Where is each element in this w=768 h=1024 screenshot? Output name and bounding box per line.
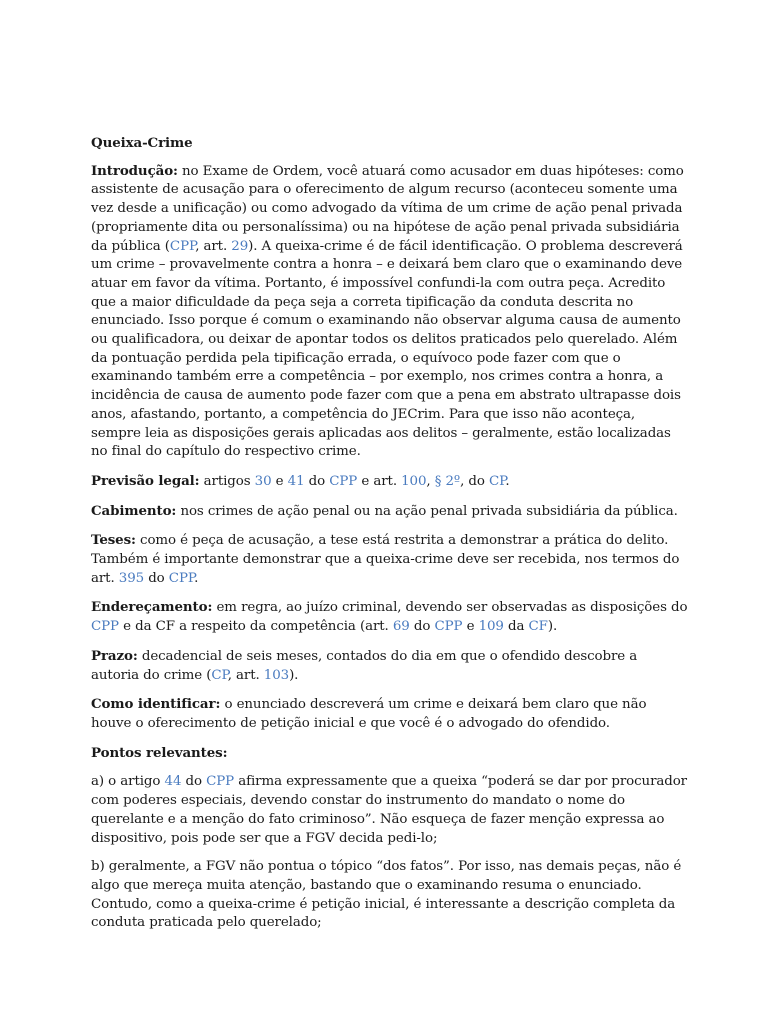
legal-reference-link[interactable]: CP bbox=[489, 473, 506, 489]
body-text: e da CF a respeito da competência (art. bbox=[118, 619, 393, 635]
legal-reference-link[interactable]: 29 bbox=[231, 238, 249, 254]
legal-reference-link[interactable]: 100 bbox=[401, 473, 427, 489]
body-text: da bbox=[503, 619, 529, 635]
legal-reference-link[interactable]: 395 bbox=[118, 570, 145, 586]
section-label: Prazo: bbox=[91, 647, 138, 664]
body-text: e art. bbox=[357, 473, 402, 489]
introducao-paragraph bbox=[91, 162, 688, 462]
body-text: artigos bbox=[199, 473, 255, 489]
section-label: Pontos relevantes: bbox=[91, 744, 228, 761]
legal-reference-link[interactable]: CPP bbox=[169, 238, 196, 254]
section-label: Cabimento: bbox=[91, 502, 177, 519]
body-text: do bbox=[409, 619, 435, 635]
section-label: Endereçamento: bbox=[91, 599, 213, 616]
section-label: Previsão legal: bbox=[91, 472, 200, 489]
body-text: e bbox=[462, 619, 479, 635]
body-text: o enunciado descreverá um crime e deixará bem claro que não houve o oferecimento de petição inicial e que você é o advogado do ofendido. bbox=[91, 697, 647, 731]
legal-reference-link[interactable]: CF bbox=[528, 619, 548, 635]
section-label: Introdução: bbox=[91, 162, 178, 179]
previsao-legal-paragraph bbox=[91, 472, 688, 492]
body-text: do bbox=[304, 473, 330, 489]
legal-reference-link[interactable]: 109 bbox=[478, 619, 504, 635]
ponto-a-paragraph bbox=[91, 773, 688, 848]
legal-reference-link[interactable]: CPP bbox=[434, 619, 463, 635]
body-text: e bbox=[271, 473, 288, 489]
body-text: b) geralmente, a FGV não pontua o tópico “dos fatos”. Por isso, nas demais peças, não é algo que mereça muita atenção, bastando que o examinando resuma o enunciado. Contudo, como a queixa-crime é petição inicial, é interessante a descrição completa da conduta praticada pelo querelado; bbox=[91, 859, 682, 931]
body-text: a) o artigo bbox=[91, 774, 165, 790]
section-label: Como identificar: bbox=[91, 696, 221, 713]
body-text: , bbox=[426, 473, 435, 489]
legal-reference-link[interactable]: CPP bbox=[91, 619, 119, 635]
pontos-relevantes-heading bbox=[91, 744, 688, 764]
document-title: Queixa-Crime bbox=[91, 135, 193, 151]
como-identificar-paragraph bbox=[91, 695, 688, 733]
body-text: nos crimes de ação penal ou na ação penal privada subsidiária da pública. bbox=[176, 503, 678, 519]
body-text: decadencial de seis meses, contados do dia em que o ofendido descobre a autoria do crime ( bbox=[91, 648, 638, 683]
legal-reference-link[interactable]: CPP bbox=[206, 774, 235, 790]
body-text: ). bbox=[289, 667, 299, 683]
body-text: como é peça de acusação, a tese está restrita a demonstrar a prática do delito. Também é importante demonstrar que a queixa-crime deve ser recebida, nos termos do art. bbox=[91, 533, 680, 586]
enderecamento-paragraph bbox=[91, 598, 688, 636]
legal-reference-link[interactable]: 103 bbox=[263, 667, 290, 683]
body-text: , art. bbox=[227, 667, 264, 683]
body-text: ). bbox=[547, 619, 558, 635]
body-text: ). A queixa-crime é de fácil identificação. O problema descreverá um crime – provavelmente contra a honra – e deixará bem claro que o examinando deve atuar em favor da vítima. Portanto, é impossível confundi-la com outra peça. Acredito que a maior dificuldade da peça seja a correta tipificação da conduta descrita no enunciado. Isso porque é comum o examinando não observar alguma causa de aumento ou qualificadora, ou deixar de apontar todos os delitos praticados pelo querelado. Além da pontuação perdida pela tipificação errada, o equívoco pode fazer com que o examinando também erre a competência – por exemplo, nos crimes contra a honra, a incidência de causa de aumento pode fazer com que a pena em abstrato ultrapasse dois anos, afastando, portanto, a competência do JECrim. Para que isso não aconteça, sempre leia as disposições gerais aplicadas aos delitos – geralmente, estão localizadas no final do capítulo do respectivo crime. bbox=[91, 238, 683, 460]
body-text: no Exame de Ordem, você atuará como acusador em duas hipóteses: como assistente de acusação para o oferecimento de algum recurso (aconteceu somente uma vez desde a unificação) ou como advogado da vítima de um crime de ação penal privada (propriamente dita ou personalíssima) ou na hipótese de ação penal privada subsidiária da pública ( bbox=[91, 163, 684, 254]
legal-reference-link[interactable]: 69 bbox=[392, 619, 410, 635]
cabimento-paragraph bbox=[91, 502, 688, 522]
legal-reference-link[interactable]: 30 bbox=[254, 473, 272, 489]
prazo-paragraph bbox=[91, 647, 688, 685]
ponto-b-paragraph bbox=[91, 858, 688, 933]
legal-reference-link[interactable]: § 2º bbox=[434, 473, 461, 489]
legal-reference-link[interactable]: CPP bbox=[168, 570, 195, 586]
legal-reference-link[interactable]: 44 bbox=[164, 774, 182, 790]
body-text: , do bbox=[460, 473, 490, 489]
legal-reference-link[interactable]: CPP bbox=[329, 473, 358, 489]
body-text: . bbox=[505, 473, 510, 489]
section-label: Teses: bbox=[91, 532, 136, 549]
body-text: , art. bbox=[195, 238, 232, 254]
body-text: afirma expressamente que a queixa “poderá se dar por procurador com poderes especiais, devendo constar do instrumento do mandato o nome do querelante e a menção do fato criminoso”. Não esqueça de fazer menção expressa ao dispositivo, pois pode ser que a FGV decida pedi-lo; bbox=[91, 774, 687, 846]
body-text: . bbox=[194, 570, 199, 586]
body-text: do bbox=[144, 570, 169, 586]
document-body bbox=[91, 162, 688, 933]
legal-reference-link[interactable]: CP bbox=[211, 667, 228, 683]
body-text: do bbox=[181, 774, 207, 790]
legal-reference-link[interactable]: 41 bbox=[287, 473, 305, 489]
teses-paragraph bbox=[91, 531, 688, 588]
body-text: em regra, ao juízo criminal, devendo ser observadas as disposições do bbox=[212, 600, 688, 616]
